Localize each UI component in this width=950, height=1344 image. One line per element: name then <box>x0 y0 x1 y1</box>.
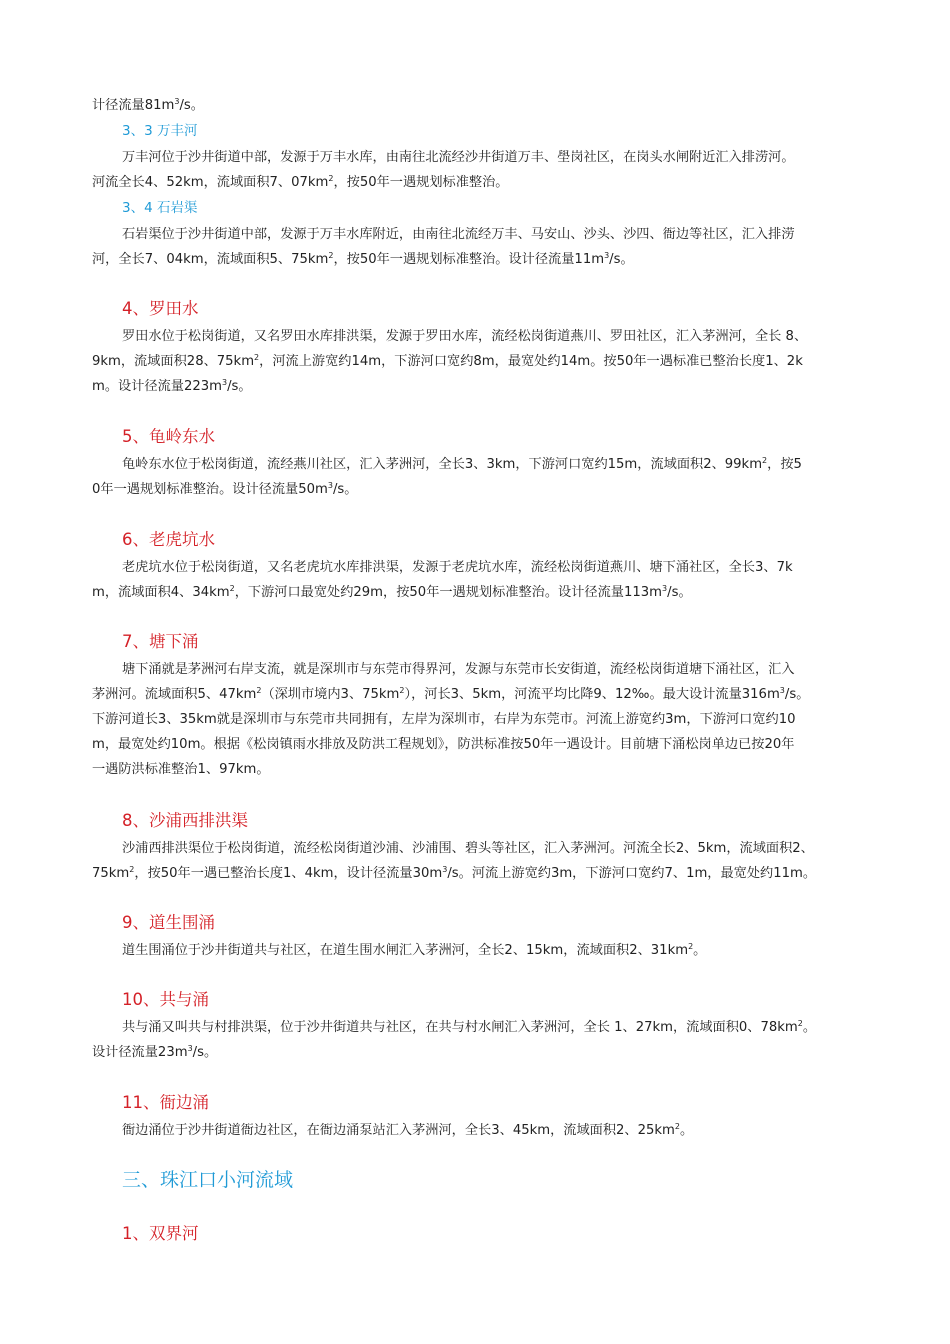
paragraph-line: 河流全长4、52km，流域面积7、$07km^2$，按50年一遇规划标准整治。 <box>92 174 509 190</box>
paragraph-line: 下游河道长3、35km就是深圳市与东莞市共同拥有，左岸为深圳市，右岸为东莞市。河流上游宽约3m，下游河口宽约10 <box>92 712 796 727</box>
river-heading: 1、双界河 <box>122 1224 199 1243</box>
paragraph-line: 石岩渠位于沙井街道中部，发源于万丰水库附近，由南往北流经万丰、马安山、沙头、沙四、衙边等社区，汇入排涝 <box>122 227 795 242</box>
river-heading: 7、塘下涌 <box>122 632 199 651</box>
paragraph-line: 沙浦西排洪渠位于松岗街道，流经松岗街道沙浦、沙浦围、碧头等社区，汇入茅洲河。河流全长2、5km，流域面积2、 <box>122 841 814 856</box>
paragraph-line: 河，全长7、04km，流域面积5、$75km^2$，按50年一遇规划标准整治。设计径流量$11m^3/s$。 <box>92 251 634 267</box>
river-heading: 8、沙浦西排洪渠 <box>122 811 248 830</box>
paragraph-line: 龟岭东水位于松岗街道，流经燕川社区，汇入茅洲河，全长3、3km，下游河口宽约15m，流域面积2、$99km^2$，按5 <box>122 456 802 472</box>
paragraph <box>92 657 864 782</box>
river-heading: 10、共与涌 <box>122 990 209 1009</box>
paragraph <box>92 938 864 963</box>
paragraph-line: 老虎坑水位于松岗街道，又名老虎坑水库排洪渠，发源于老虎坑水库，流经松岗街道燕川、塘下涌社区，全长3、7k <box>122 560 793 575</box>
paragraph <box>92 1015 864 1065</box>
paragraph-line: 道生围涌位于沙井街道共与社区，在道生围水闸汇入茅洲河，全长2、15km，流域面积2、$31km^2$。 <box>122 942 707 958</box>
paragraph-line: m。设计径流量$223m^3/s$。 <box>92 378 252 394</box>
paragraph <box>92 1118 864 1143</box>
paragraph-line: 共与涌又叫共与村排洪渠，位于沙井街道共与社区，在共与村水闸汇入茅洲河，全长 1、27km，流域面积0、$78km^2$。 <box>122 1019 817 1035</box>
paragraph-line: 计径流量$81m^3/s$。 <box>92 97 204 113</box>
paragraph <box>92 145 864 195</box>
paragraph-line: m，流域面积4、$34km^2$，下游河口最宽处约29m，按50年一遇规划标准整治。设计径流量$113m^3/s$。 <box>92 584 692 600</box>
paragraph <box>92 93 864 118</box>
paragraph-line: 衙边涌位于沙井街道衙边社区，在衙边涌泵站汇入茅洲河，全长3、45km，流域面积2、$25km^2$。 <box>122 1122 694 1138</box>
paragraph-line: 茅洲河。流域面积5、$47km^2$（深圳市境内3、$75km^2$），河长3、5km，河流平均比降9、12‰。最大设计流量$316m^3/s$。 <box>92 686 810 702</box>
paragraph <box>92 324 864 399</box>
paragraph-line: m，最宽处约10m。根据《松岗镇雨水排放及防洪工程规划》，防洪标准按50年一遇设计。目前塘下涌松岗单边已按20年 <box>92 737 795 752</box>
paragraph <box>92 836 864 886</box>
subsection-heading: 3、3 万丰河 <box>122 123 198 139</box>
section-heading: 三、珠江口小河流域 <box>122 1169 294 1191</box>
paragraph <box>92 222 864 272</box>
subsection-heading: 3、4 石岩渠 <box>122 200 198 216</box>
paragraph-line: 罗田水位于松岗街道，又名罗田水库排洪渠，发源于罗田水库，流经松岗街道燕川、罗田社区，汇入茅洲河，全长 8、 <box>122 329 808 344</box>
river-heading: 11、衙边涌 <box>122 1093 209 1112</box>
river-heading: 4、罗田水 <box>122 299 199 318</box>
paragraph <box>92 452 864 502</box>
river-heading: 6、老虎坑水 <box>122 530 215 549</box>
paragraph-line: 0年一遇规划标准整治。设计径流量$50m^3/s$。 <box>92 481 358 497</box>
river-heading: 9、道生围涌 <box>122 913 215 932</box>
paragraph-line: 9km，流域面积28、$75km^2$，河流上游宽约14m，下游河口宽约8m，最宽处约14m。按50年一遇标准已整治长度1、2k <box>92 353 803 369</box>
paragraph-line: 万丰河位于沙井街道中部，发源于万丰水库，由南往北流经沙井街道万丰、壆岗社区，在岗头水闸附近汇入排涝河。 <box>122 150 795 165</box>
paragraph-line: $75km^2$，按50年一遇已整治长度1、4km，设计径流量$30m^3/s$。河流上游宽约3m，下游河口宽约7、1m，最宽处约11m。 <box>92 865 817 881</box>
paragraph-line: 一遇防洪标准整治1、97km。 <box>92 762 270 777</box>
paragraph-line: 塘下涌就是茅洲河右岸支流，就是深圳市与东莞市得界河，发源与东莞市长安街道，流经松岗街道塘下涌社区，汇入 <box>122 662 795 677</box>
river-heading: 5、龟岭东水 <box>122 427 215 446</box>
paragraph-line: 设计径流量$23m^3/s$。 <box>92 1044 218 1060</box>
paragraph <box>92 555 864 605</box>
